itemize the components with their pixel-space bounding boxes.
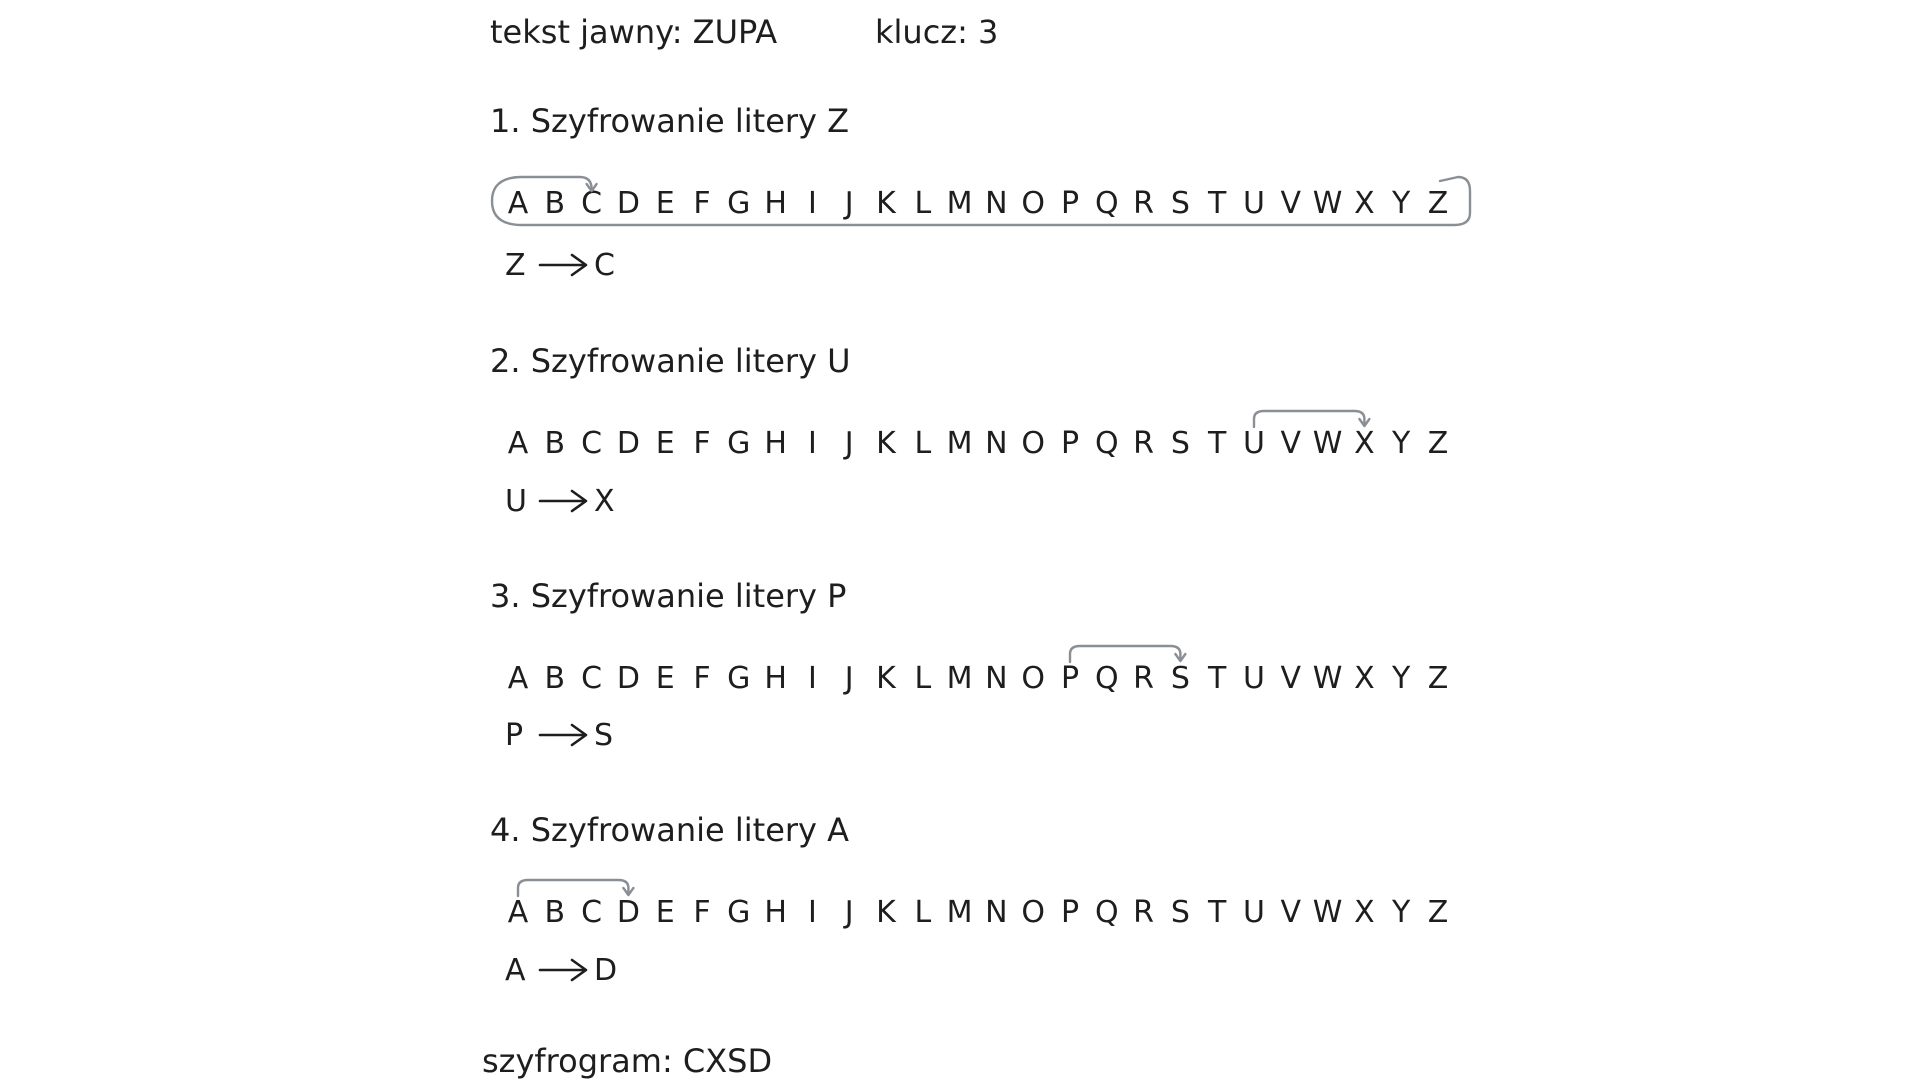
ciphertext-label: szyfrogram: CXSD xyxy=(482,1042,773,1080)
step-heading: 1. Szyfrowanie litery Z xyxy=(490,102,850,140)
alphabet-letter: V xyxy=(1280,661,1302,696)
alphabet-letter: Z xyxy=(1427,661,1449,696)
alphabet-letter: H xyxy=(764,186,787,221)
alphabet-letter: U xyxy=(1243,426,1265,461)
mapping-to-letter: C xyxy=(594,248,615,283)
shift-arrow-path xyxy=(1254,411,1364,427)
alphabet-letter: Z xyxy=(1427,426,1449,461)
alphabet-letter: H xyxy=(764,895,787,930)
alphabet-letter: P xyxy=(1060,661,1080,696)
alphabet-letter: W xyxy=(1312,186,1343,221)
alphabet-letter: R xyxy=(1133,895,1155,930)
alphabet-letter: N xyxy=(985,426,1008,461)
alphabet-letter: U xyxy=(1243,895,1265,930)
alphabet-letter: E xyxy=(655,895,675,930)
alphabet-letter: L xyxy=(914,186,932,221)
alphabet-letter: B xyxy=(544,661,566,696)
alphabet-letter: V xyxy=(1280,186,1302,221)
alphabet-letter: M xyxy=(946,186,973,221)
alphabet-letter: L xyxy=(914,895,932,930)
alphabet-letter: N xyxy=(985,661,1008,696)
alphabet-letter: C xyxy=(581,186,603,221)
alphabet-letter: A xyxy=(507,426,529,461)
cipher-steps xyxy=(490,102,1470,988)
alphabet-letter: C xyxy=(581,661,603,696)
alphabet-letter: C xyxy=(581,895,603,930)
alphabet-letter: U xyxy=(1243,661,1265,696)
alphabet-letter: A xyxy=(507,661,529,696)
alphabet-letter: Y xyxy=(1392,186,1411,221)
alphabet-letter: K xyxy=(876,895,896,930)
alphabet-letter: D xyxy=(616,426,640,461)
alphabet-letter: K xyxy=(876,661,896,696)
alphabet-letter: R xyxy=(1133,186,1155,221)
alphabet-letter: B xyxy=(544,186,566,221)
alphabet-letter: E xyxy=(655,186,675,221)
alphabet-letter: E xyxy=(655,661,675,696)
alphabet-letter: A xyxy=(507,186,529,221)
alphabet-letter: L xyxy=(914,426,932,461)
alphabet-letter: J xyxy=(844,186,854,221)
alphabet-letter: K xyxy=(876,186,896,221)
alphabet-letter: K xyxy=(876,426,896,461)
alphabet-letter: O xyxy=(1021,426,1046,461)
arrow-right-icon xyxy=(540,255,586,275)
mapping-to-letter: X xyxy=(594,484,615,519)
alphabet-letter: J xyxy=(844,661,854,696)
alphabet-letter: O xyxy=(1021,895,1046,930)
arrow-right-icon xyxy=(540,960,586,980)
alphabet-letter: S xyxy=(1170,186,1190,221)
alphabet-letter: F xyxy=(693,661,711,696)
alphabet-letter: X xyxy=(1354,895,1375,930)
step-heading: 4. Szyfrowanie litery A xyxy=(490,811,850,849)
alphabet-letter: F xyxy=(693,186,711,221)
alphabet-letter: X xyxy=(1354,186,1375,221)
alphabet-letter: B xyxy=(544,895,566,930)
alphabet-letter: U xyxy=(1243,186,1265,221)
alphabet-letter: D xyxy=(616,186,640,221)
alphabet-letter: G xyxy=(727,661,751,696)
alphabet-letter: Q xyxy=(1094,661,1119,696)
alphabet-letter: P xyxy=(1060,186,1080,221)
alphabet-letter: I xyxy=(807,661,817,696)
mapping-to-letter: D xyxy=(594,953,618,988)
alphabet-letter: S xyxy=(1170,426,1190,461)
mapping-from-letter: A xyxy=(505,953,526,988)
alphabet-letter: V xyxy=(1280,895,1302,930)
mapping-from-letter: Z xyxy=(505,248,526,283)
alphabet-letter: I xyxy=(807,895,817,930)
arrow-right-icon xyxy=(540,491,586,511)
alphabet-letter: X xyxy=(1354,426,1375,461)
alphabet-letter: Q xyxy=(1094,426,1119,461)
arrow-right-icon xyxy=(540,725,586,745)
alphabet-letter: L xyxy=(914,661,932,696)
alphabet-letter: T xyxy=(1208,186,1227,221)
alphabet-letter: Z xyxy=(1427,895,1449,930)
alphabet-letter: T xyxy=(1208,426,1227,461)
alphabet-letter: O xyxy=(1021,661,1046,696)
alphabet-letter: D xyxy=(616,661,640,696)
alphabet-letter: I xyxy=(807,186,817,221)
alphabet-letter: N xyxy=(985,895,1008,930)
alphabet-letter: R xyxy=(1133,661,1155,696)
key-label: klucz: 3 xyxy=(875,13,999,51)
alphabet-letter: A xyxy=(507,895,529,930)
alphabet-letter: M xyxy=(946,426,973,461)
alphabet-letter: Y xyxy=(1392,426,1411,461)
alphabet-letter: G xyxy=(727,186,751,221)
mapping-from-letter: U xyxy=(505,484,527,519)
alphabet-letter: H xyxy=(764,661,787,696)
alphabet-letter: B xyxy=(544,426,566,461)
alphabet-letter: T xyxy=(1208,661,1227,696)
alphabet-letter: O xyxy=(1021,186,1046,221)
alphabet-letter: G xyxy=(727,895,751,930)
alphabet-letter: E xyxy=(655,426,675,461)
alphabet-letter: Y xyxy=(1392,661,1411,696)
alphabet-letter: V xyxy=(1280,426,1302,461)
alphabet-letter: J xyxy=(844,895,854,930)
alphabet-letter: W xyxy=(1312,426,1343,461)
alphabet-letter: F xyxy=(693,426,711,461)
alphabet-letter: X xyxy=(1354,661,1375,696)
alphabet-letter: G xyxy=(727,426,751,461)
alphabet-letter: I xyxy=(807,426,817,461)
alphabet-letter: P xyxy=(1060,895,1080,930)
alphabet-letter: S xyxy=(1170,895,1190,930)
alphabet-letter: Y xyxy=(1392,895,1411,930)
shift-arrow-path xyxy=(1070,646,1180,662)
shift-arrow-path xyxy=(518,880,628,896)
step-heading: 2. Szyfrowanie litery U xyxy=(490,342,851,380)
alphabet-letter: F xyxy=(693,895,711,930)
alphabet-letter: Q xyxy=(1094,186,1119,221)
alphabet-letter: C xyxy=(581,426,603,461)
alphabet-letter: N xyxy=(985,186,1008,221)
alphabet-letter: T xyxy=(1208,895,1227,930)
alphabet-letter: W xyxy=(1312,895,1343,930)
alphabet-letter: Z xyxy=(1427,186,1449,221)
alphabet-letter: D xyxy=(616,895,640,930)
plaintext-label: tekst jawny: ZUPA xyxy=(490,13,778,51)
alphabet-letter: J xyxy=(844,426,854,461)
step-heading: 3. Szyfrowanie litery P xyxy=(490,577,847,615)
alphabet-letter: H xyxy=(764,426,787,461)
alphabet-letter: Q xyxy=(1094,895,1119,930)
alphabet-letter: P xyxy=(1060,426,1080,461)
alphabet-letter: S xyxy=(1170,661,1190,696)
mapping-from-letter: P xyxy=(505,718,524,753)
alphabet-letter: M xyxy=(946,895,973,930)
alphabet-letter: W xyxy=(1312,661,1343,696)
alphabet-letter: M xyxy=(946,661,973,696)
mapping-to-letter: S xyxy=(594,718,614,753)
alphabet-letter: R xyxy=(1133,426,1155,461)
